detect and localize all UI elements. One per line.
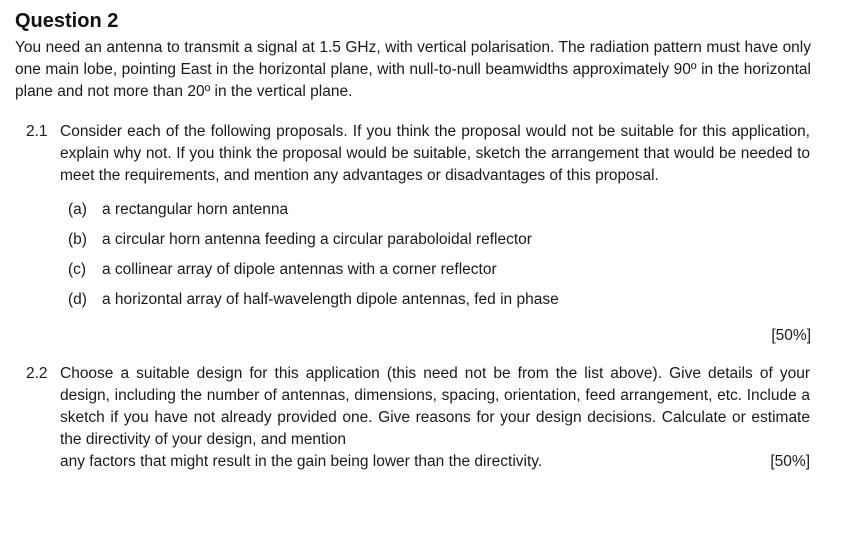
question-intro: You need an antenna to transmit a signal at 1.5 GHz, with vertical polarisation. The radiation pattern must have only one main lobe, pointing East in the horizontal plane, with null-to-null beamwidths approximately 90º in the horizontal plane and not more than 20º in the vertical plane. bbox=[15, 39, 811, 100]
item-text: a circular horn antenna feeding a circular paraboloidal reflector bbox=[102, 231, 532, 248]
part-text: Choose a suitable design for this application (this need not be from the list above). Give details of your design, including the number of antennas, dimensions, spacing, orientation, feed arrangement, etc. Include a sketch if you have not already provided one. Give reasons for your design decisions. Calculate or estimate the directivity of your design, and mention bbox=[60, 365, 810, 448]
proposal-list bbox=[60, 199, 815, 319]
exam-page bbox=[15, 8, 815, 473]
item-text: a rectangular horn antenna bbox=[102, 201, 289, 218]
part-2-2-marks: [50%] bbox=[770, 453, 810, 470]
part-last-line bbox=[60, 451, 810, 473]
item-label: (d) bbox=[68, 291, 87, 308]
part-text-last-line: any factors that might result in the gain being lower than the directivity. bbox=[60, 453, 543, 470]
list-item bbox=[68, 289, 815, 319]
item-label: (a) bbox=[68, 201, 87, 218]
list-item bbox=[68, 199, 815, 229]
list-item bbox=[68, 229, 815, 259]
question-title: Question 2 bbox=[15, 10, 119, 32]
item-label: (b) bbox=[68, 231, 87, 248]
item-text: a horizontal array of half-wavelength dipole antennas, fed in phase bbox=[102, 291, 559, 308]
list-item bbox=[68, 259, 815, 289]
item-text: a collinear array of dipole antennas with a corner reflector bbox=[102, 261, 497, 278]
part-number: 2.2 bbox=[26, 365, 48, 382]
part-text: Consider each of the following proposals. If you think the proposal would not be suitable for this application, explain why not. If you think the proposal would be suitable, sketch the arrangement that would be needed to meet the requirements, and mention any advantages or disadvantages of this proposal. bbox=[60, 123, 810, 184]
part-2-2 bbox=[15, 363, 815, 473]
part-number: 2.1 bbox=[26, 123, 48, 140]
item-label: (c) bbox=[68, 261, 87, 278]
part-2-1 bbox=[15, 121, 815, 319]
part-2-1-marks: [50%] bbox=[771, 327, 811, 344]
